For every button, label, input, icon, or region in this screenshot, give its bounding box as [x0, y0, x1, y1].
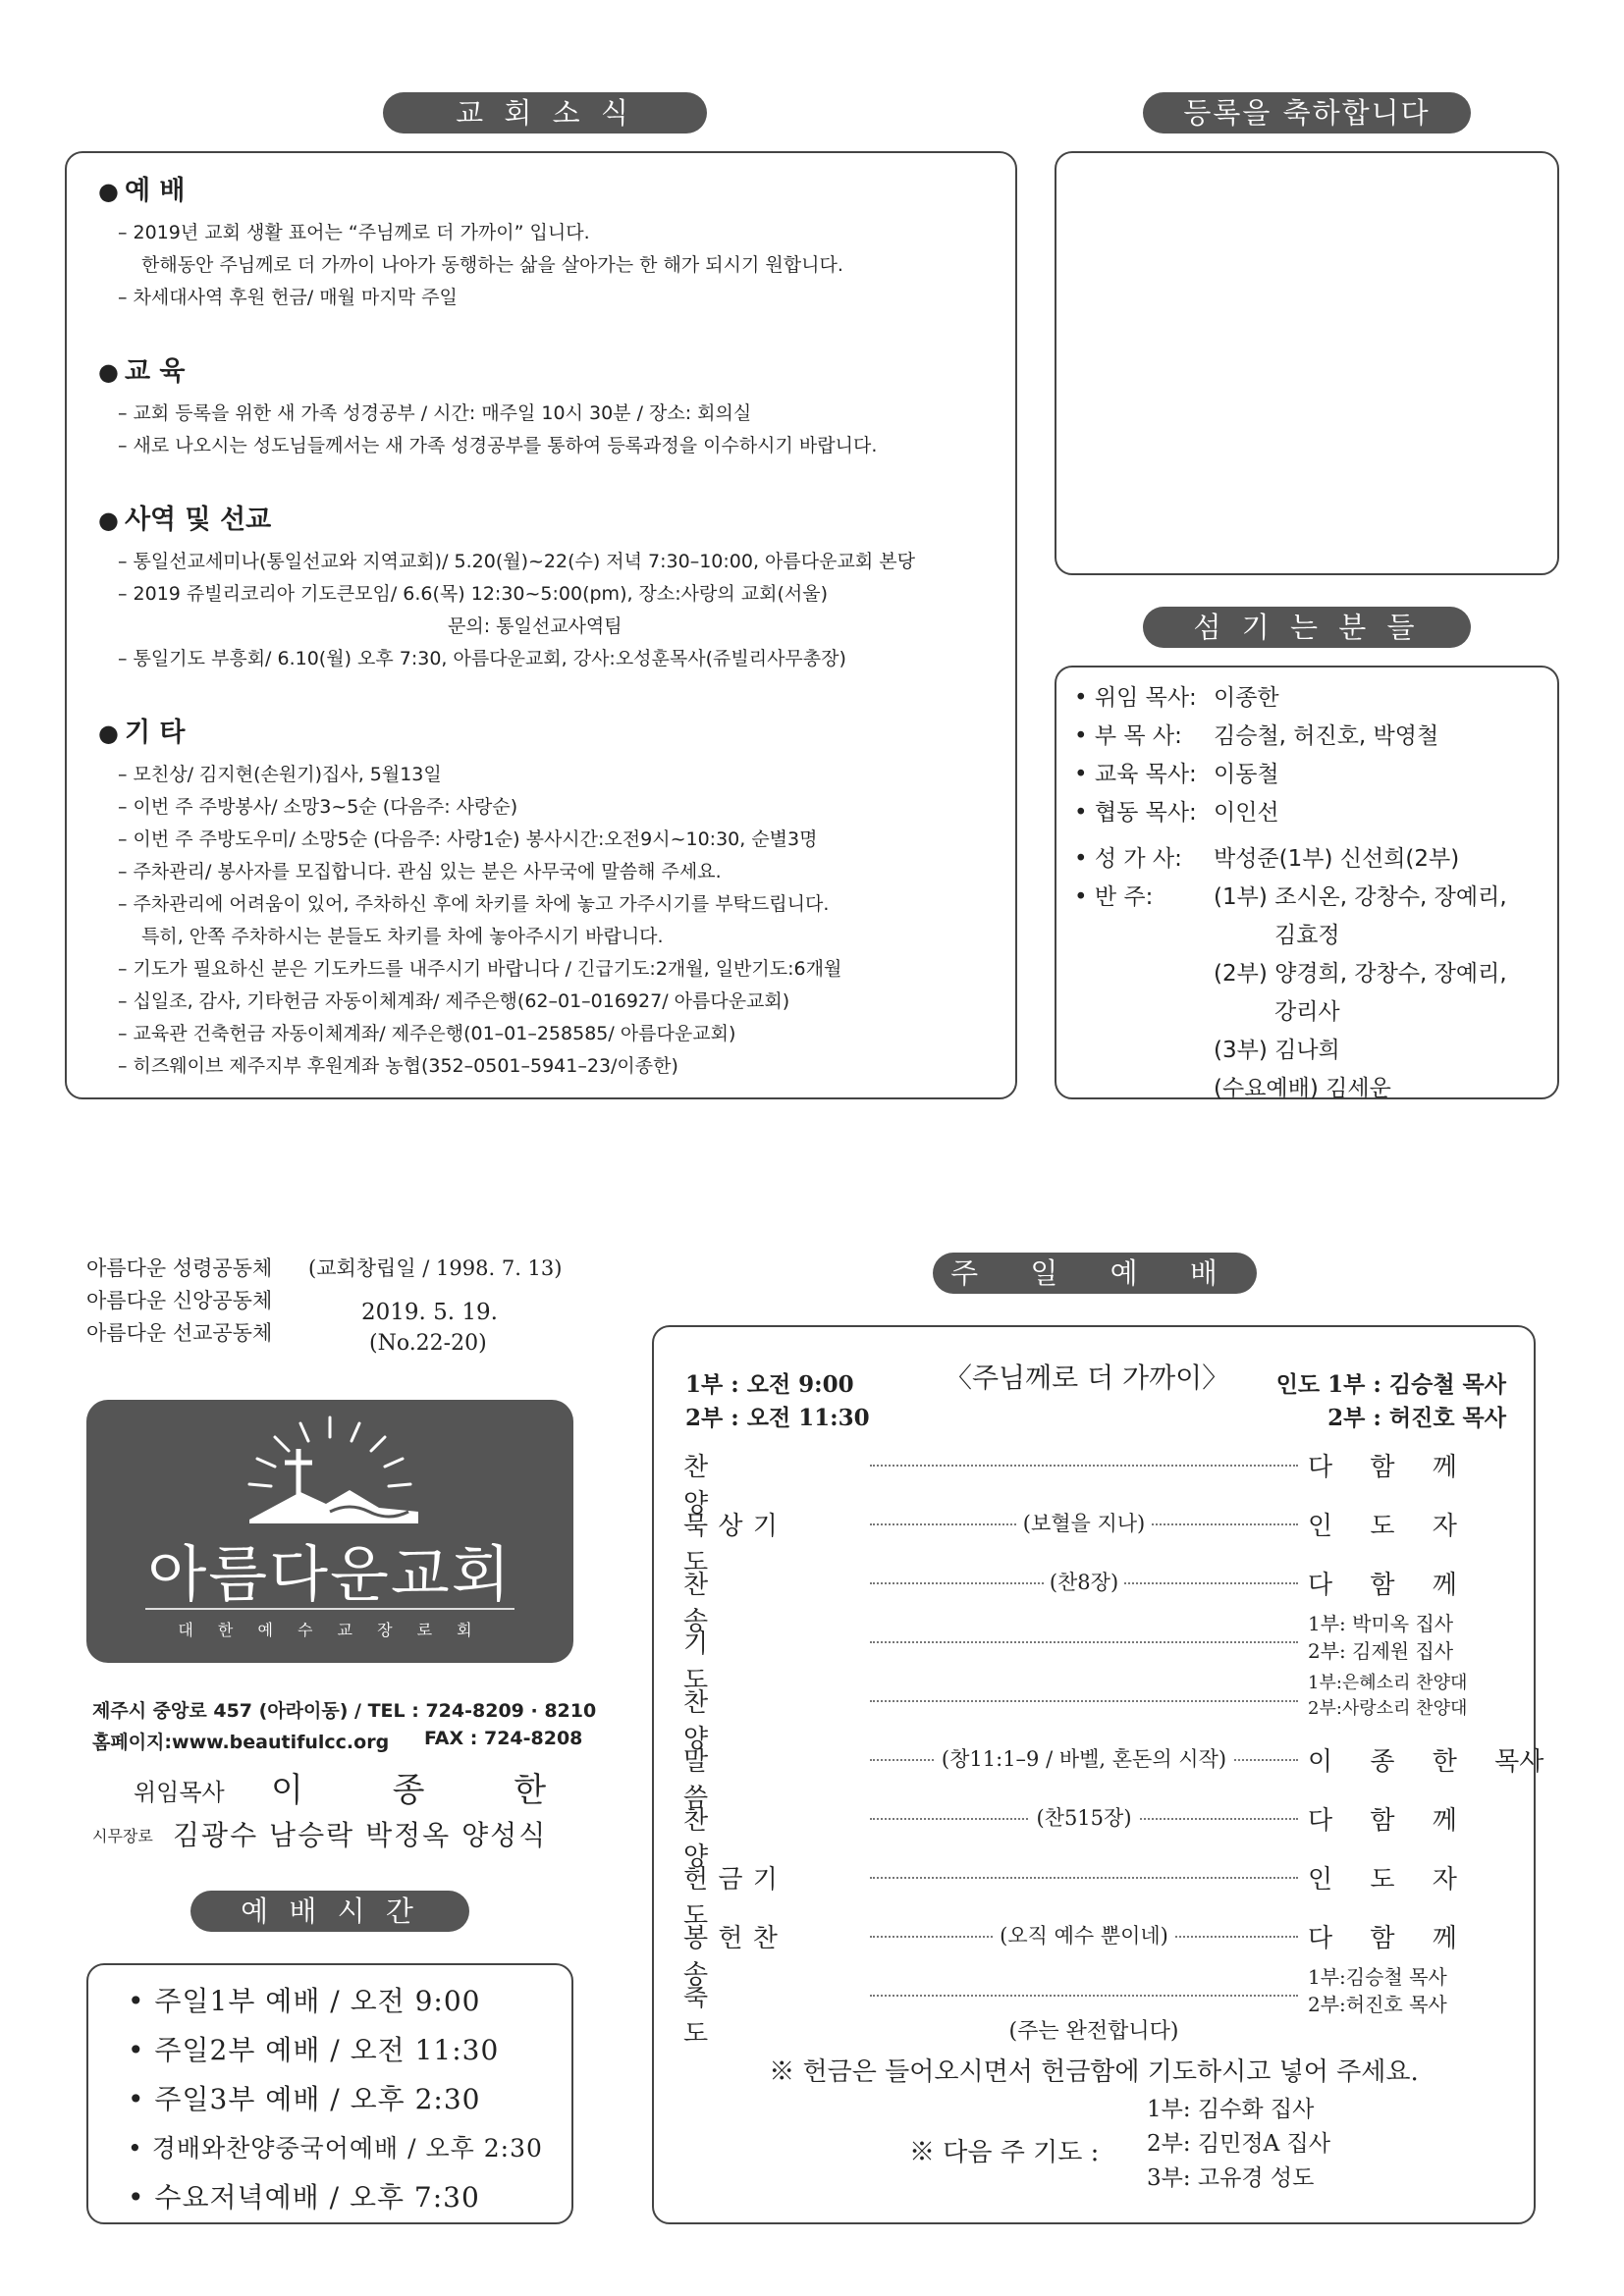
- worship-order-item: [683, 1447, 1504, 1519]
- worship-leader-1: 인도 1부 : 김승철 목사: [1275, 1371, 1506, 1398]
- staff-row: [1074, 1032, 1557, 1070]
- news-line: – 주차관리에 어려움이 있어, 주차하신 후에 차키를 차에 놓고 가주시기를 부탁드립니다.: [118, 893, 830, 915]
- bulletin-issue: (No.22-20): [369, 1331, 487, 1356]
- elders-label: 시무장로: [92, 1827, 153, 1845]
- staff-row: [1074, 1070, 1557, 1108]
- worship-item-name: 기 도: [683, 1629, 709, 1695]
- community-list: [86, 1253, 272, 1350]
- worship-time-row: • 주일2부 예배 / 오전 11:30: [128, 2034, 500, 2066]
- staff-row: [1074, 794, 1557, 832]
- staff-row: [1074, 840, 1557, 879]
- worship-order-item: [683, 1612, 1504, 1695]
- sunrise-cross-icon: [232, 1414, 428, 1531]
- church-logo: [86, 1400, 573, 1663]
- news-line: – 이번 주 주방도우미/ 소망5순 (다음주: 사랑1순) 봉사시간:오전9시~10:30, 순별3명: [118, 828, 818, 850]
- worship-item-name: 찬 양: [683, 1806, 709, 1872]
- news-section-heading: [98, 711, 1015, 749]
- news-line: – 기도가 필요하신 분은 기도카드를 내주시기 바랍니다 / 긴급기도:2개월, 일반기도:6개월: [118, 958, 842, 980]
- worship-item-detail-wrap: [870, 1743, 1298, 1773]
- news-line: 한해동안 주님께로 더 가까이 나아가 동행하는 삶을 살아가는 한 해가 되시기 원합니다.: [141, 254, 843, 276]
- news-line: 문의: 통일선교사역팀: [448, 615, 623, 637]
- worship-box: [652, 1325, 1544, 2224]
- elders-names: 김광수 남승락 박정옥 양성식: [173, 1819, 548, 1851]
- staff-row: [1074, 955, 1557, 993]
- worship-order-item: [683, 1741, 1544, 1813]
- dot-leader: [870, 1700, 1298, 1702]
- worship-time-row: • 주일1부 예배 / 오전 9:00: [128, 1985, 481, 2017]
- worship-order-item: [683, 1506, 1504, 1577]
- worship-item-leader: 1부:은혜소리 찬양대 2부:사랑소리 찬양대: [1308, 1673, 1468, 1719]
- news-section-heading: [98, 349, 1015, 388]
- staff-names: 이종한: [1214, 685, 1279, 711]
- logo-divider: [145, 1608, 514, 1610]
- news-line: – 통일선교세미나(통일선교와 지역교회)/ 5.20(월)~22(수) 저녁 7:30–10:00, 아름다운교회 본당: [118, 551, 915, 572]
- worship-item-name: 봉 헌 찬 송: [683, 1924, 779, 1990]
- dot-leader: [870, 1995, 1298, 1997]
- staff-role: • 위임 목사:: [1074, 685, 1197, 711]
- registration-box: [1055, 151, 1559, 575]
- worship-item-detail-wrap: [870, 1508, 1298, 1537]
- staff-role: • 부 목 사:: [1074, 723, 1182, 749]
- worship-item-detail: (보혈을 지나): [1017, 1512, 1152, 1535]
- staff-names: (3부) 김나희: [1214, 1038, 1340, 1063]
- worship-time-row: • 경배와찬양중국어예배 / 오후 2:30: [128, 2134, 543, 2163]
- worship-order-item: [683, 1565, 1504, 1636]
- news-section-heading-text: 예 배: [124, 176, 186, 206]
- news-title: 교 회 소 식: [383, 92, 707, 133]
- next-week-3: 3부: 고유경 성도: [1147, 2165, 1315, 2191]
- community-1: 아름다운 성령공동체: [86, 1256, 273, 1280]
- bullet-icon: ●: [98, 178, 119, 205]
- news-sections: [98, 169, 1015, 1083]
- church-fax: FAX : 724-8208: [424, 1728, 583, 1749]
- staff-role: • 협동 목사:: [1074, 800, 1197, 826]
- news-section-heading: [98, 169, 1015, 207]
- staff-names: (1부) 조시온, 강창수, 장예리,: [1214, 884, 1507, 910]
- news-section: [98, 349, 1015, 462]
- next-week-prayers: [1147, 2093, 1330, 2196]
- worship-item-leader: 1부:김승철 목사 2부:허진호 목사: [1308, 1965, 1447, 2016]
- worship-order-item: [683, 1673, 1504, 1754]
- worship-item-detail: (창11:1–9 / 바벨, 혼돈의 시작): [936, 1747, 1232, 1771]
- next-week-1: 1부: 김수화 집사: [1147, 2097, 1315, 2122]
- worship-closing: (주는 완전합니다): [1008, 2019, 1179, 2044]
- news-line: – 이번 주 주방봉사/ 소망3~5순 (다음주: 사랑순): [118, 796, 518, 818]
- staff-row: [1074, 993, 1557, 1032]
- worship-item-leader: 1부: 박미옥 집사 2부: 김제원 집사: [1308, 1612, 1454, 1663]
- worship-time-row: • 수요저녁예배 / 오후 7:30: [128, 2181, 480, 2214]
- worship-item-name: 찬 양: [683, 1688, 709, 1754]
- staff-names: 김승철, 허진호, 박영철: [1214, 723, 1439, 749]
- dot-leader: [870, 1641, 1298, 1643]
- worship-leader-2: 2부 : 허진호 목사: [1327, 1405, 1506, 1431]
- bullet-icon: ●: [98, 507, 119, 534]
- worship-item-leader: 다 함 께: [1308, 1924, 1457, 1953]
- bulletin-date: 2019. 5. 19.: [361, 1300, 498, 1325]
- next-week-2: 2부: 김민정A 집사: [1147, 2131, 1330, 2157]
- news-section: [98, 498, 1015, 675]
- staff-list: [1074, 679, 1557, 1108]
- news-line: – 교육관 건축헌금 자동이체계좌/ 제주은행(01–01–258585/ 아름다운교회): [118, 1023, 736, 1044]
- worship-item-detail-wrap: [870, 1567, 1298, 1596]
- worship-item-leader: 다 함 께: [1308, 1571, 1457, 1600]
- news-line: 특히, 안쪽 주차하시는 분들도 차키를 차에 놓아주시기 바랍니다.: [141, 926, 664, 947]
- staff-box: [1055, 666, 1559, 1099]
- pastor-name: 이 종 한: [271, 1771, 586, 1810]
- staff-role: • 반 주:: [1074, 884, 1154, 910]
- news-section-heading: [98, 498, 1015, 536]
- staff-names: 이동철: [1214, 762, 1279, 787]
- news-line: – 차세대사역 후원 헌금/ 매월 마지막 주일: [118, 287, 458, 308]
- news-line: – 교회 등록을 위한 새 가족 성경공부 / 시간: 매주일 10시 30분 / 장소: 회의실: [118, 402, 752, 424]
- worship-item-detail: (오직 예수 뿐이네): [994, 1924, 1174, 1948]
- bullet-icon: ●: [98, 358, 119, 386]
- staff-row: [1074, 756, 1557, 794]
- news-line: – 히즈웨이브 제주지부 후원계좌 농협(352–0501–5941–23/이종한): [118, 1055, 678, 1077]
- news-line: – 모친상/ 김지현(손원기)집사, 5월13일: [118, 764, 442, 785]
- staff-role: • 교육 목사:: [1074, 762, 1197, 787]
- news-line: – 새로 나오시는 성도님들께서는 새 가족 성경공부를 통하여 등록과정을 이수하시기 바랍니다.: [118, 435, 878, 456]
- worship-item-name: 헌 금 기 도: [683, 1865, 779, 1931]
- news-section-heading-text: 사역 및 선교: [124, 505, 272, 535]
- bullet-icon: ●: [98, 720, 119, 747]
- staff-row: [1074, 917, 1557, 955]
- worship-item-leader: 다 함 께: [1308, 1453, 1457, 1482]
- news-line: – 2019년 교회 생활 표어는 “주님께로 더 가까이” 입니다.: [118, 222, 590, 243]
- worship-title: 주 일 예 배: [933, 1253, 1257, 1294]
- worship-item-name: 말 씀: [683, 1747, 709, 1813]
- staff-title: 섬 기 는 분 들: [1143, 607, 1471, 648]
- staff-names: 강리사: [1274, 999, 1340, 1025]
- dot-leader: [870, 1877, 1298, 1879]
- church-homepage: 홈페이지:www.beautifulcc.org: [92, 1732, 390, 1753]
- news-line: – 통일기도 부흥회/ 6.10(월) 오후 7:30, 아름다운교회, 강사:오성훈목사(쥬빌리사무총장): [118, 648, 846, 669]
- offering-note: ※ 헌금은 들어오시면서 헌금함에 기도하시고 넣어 주세요.: [769, 2057, 1419, 2087]
- logo-denomination: 대 한 예 수 교 장 로 회: [178, 1621, 482, 1639]
- worship-item-leader: 인 도 자: [1308, 1865, 1457, 1895]
- registration-title: 등록을 축하합니다: [1143, 92, 1471, 133]
- staff-row: [1074, 879, 1557, 917]
- staff-names: 김효정: [1274, 923, 1340, 948]
- worship-item-name: 찬 양: [683, 1453, 709, 1519]
- worship-item-detail-wrap: [870, 1802, 1298, 1832]
- worship-time-2: 2부 : 오전 11:30: [685, 1405, 870, 1431]
- staff-row: [1074, 679, 1557, 718]
- news-section: [98, 711, 1015, 1083]
- worship-item-detail: (찬8장): [1044, 1571, 1124, 1594]
- pastor-label: 위임목사: [134, 1779, 225, 1806]
- staff-names: 박성준(1부) 신선희(2부): [1214, 846, 1460, 872]
- news-line: – 십일조, 감사, 기타헌금 자동이체계좌/ 제주은행(62–01–016927/ 아름다운교회): [118, 990, 790, 1012]
- worship-time-row: • 주일3부 예배 / 오후 2:30: [128, 2083, 481, 2115]
- staff-row: [1074, 718, 1557, 756]
- worship-order-item: [683, 1800, 1504, 1872]
- worship-item-leader: 이 종 한 목사: [1308, 1747, 1544, 1777]
- community-3: 아름다운 선교공동체: [86, 1321, 273, 1345]
- worship-item-leader: 인 도 자: [1308, 1512, 1457, 1541]
- staff-names: 이인선: [1214, 800, 1279, 826]
- times-title: 예 배 시 간: [190, 1891, 469, 1932]
- founded-date: (교회창립일 / 1998. 7. 13): [308, 1256, 563, 1280]
- community-2: 아름다운 신앙공동체: [86, 1289, 273, 1312]
- worship-item-name: 묵 상 기 도: [683, 1512, 779, 1577]
- dot-leader: [870, 1465, 1298, 1467]
- times-box: [86, 1963, 573, 2224]
- news-section-heading-text: 교 육: [124, 356, 186, 387]
- news-section: [98, 169, 1015, 314]
- church-address: 제주시 중앙로 457 (아라이동) / TEL : 724-8209 · 8210: [92, 1700, 597, 1722]
- worship-item-leader: 다 함 께: [1308, 1806, 1457, 1836]
- next-week-label: ※ 다음 주 기도 :: [909, 2138, 1100, 2167]
- worship-order-item: [683, 1918, 1504, 1990]
- staff-role: • 성 가 사:: [1074, 846, 1182, 872]
- staff-names: (2부) 양경희, 강창수, 장예리,: [1214, 961, 1507, 987]
- worship-order-item: [683, 1859, 1504, 1931]
- news-line: – 2019 쥬빌리코리아 기도큰모임/ 6.6(목) 12:30~5:00(pm), 장소:사랑의 교회(서울): [118, 583, 829, 605]
- worship-item-detail: (찬515장): [1030, 1806, 1137, 1830]
- worship-time-1: 1부 : 오전 9:00: [685, 1371, 854, 1398]
- logo-church-name: 아름다운교회: [147, 1538, 513, 1610]
- news-line: – 주차관리/ 봉사자를 모집합니다. 관심 있는 분은 사무국에 말씀해 주세요.: [118, 861, 722, 882]
- worship-item-name: 찬 송: [683, 1571, 709, 1636]
- worship-item-detail-wrap: [870, 1920, 1298, 1949]
- news-box: [65, 151, 1017, 1099]
- worship-item-name: 축 도: [683, 1983, 709, 2049]
- times-list: [128, 1977, 571, 2222]
- worship-theme: 〈주님께로 더 가까이〉: [945, 1362, 1230, 1394]
- staff-names: (수요예배) 김세운: [1214, 1076, 1391, 1101]
- news-section-heading-text: 기 타: [124, 718, 186, 748]
